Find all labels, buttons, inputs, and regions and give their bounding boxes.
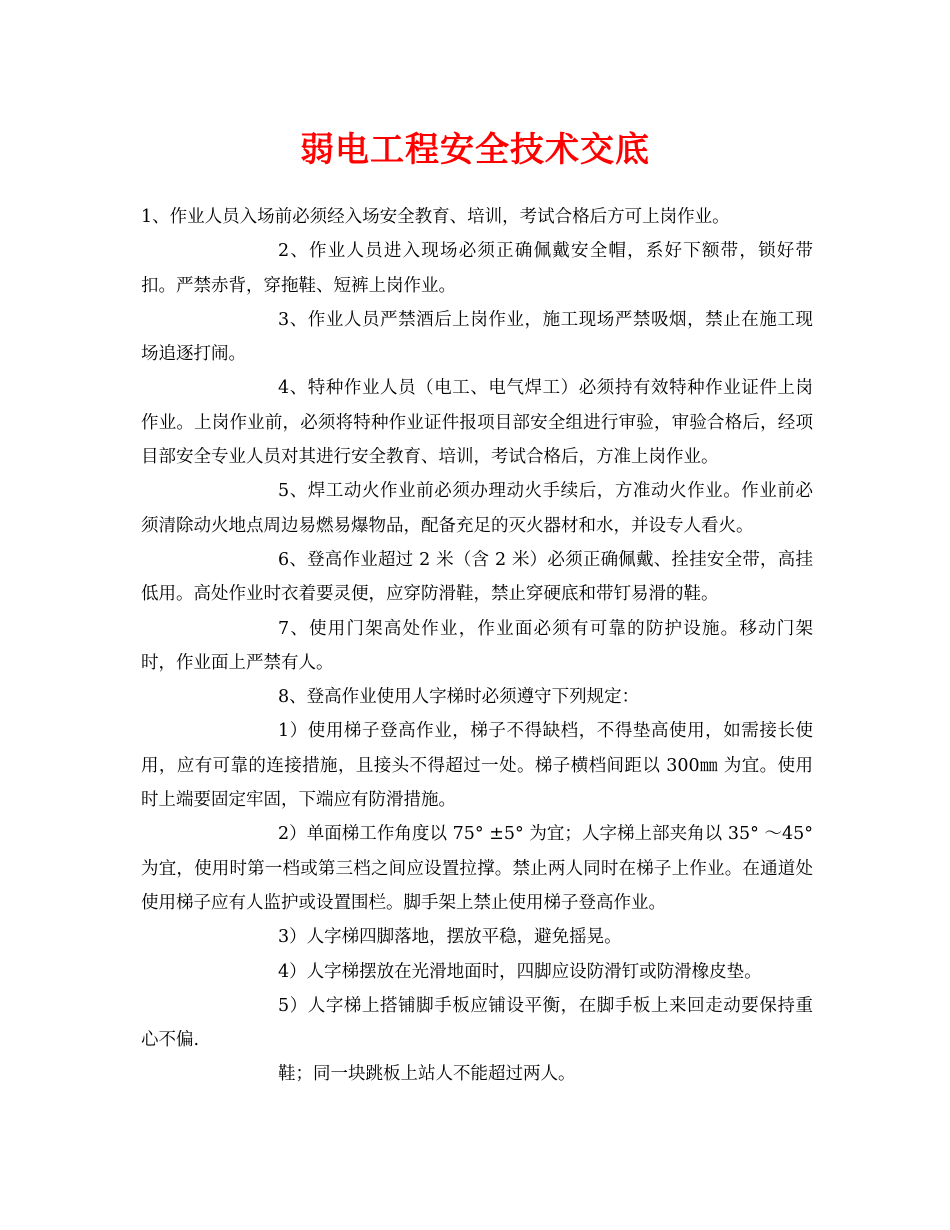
paragraph-2: 2、作业人员进入现场必须正确佩戴安全帽，系好下额带，锁好带扣。严禁赤背，穿拖鞋、短裤上岗作业。 (141, 241, 813, 296)
sub-item-2: 2）单面梯工作角度以 75° ±5° 为宜；人字梯上部夹角以 35° ～45° 为宜，使用时第一档或第三档之间应设置拉撑。禁止两人同时在梯子上作业。在通道处使用梯子应有人监护或设置围栏。脚手架上禁止使用梯子登高作业。 (141, 824, 813, 913)
trailing-paragraph: 鞋；同一块跳板上站人不能超过两人。 (278, 1064, 576, 1085)
sub-item-5: 5）人字梯上搭铺脚手板应铺设平衡，在脚手板上来回走动要保持重心不偏. (141, 995, 813, 1051)
paragraph-8: 8、登高作业使用人字梯时必须遵守下列规定： (278, 687, 640, 708)
paragraph-3: 3、作业人员严禁酒后上岗作业，施工现场严禁吸烟，禁止在施工现场追逐打闹。 (141, 309, 813, 365)
paragraph-4: 4、特种作业人员（电工、电气焊工）必须持有效特种作业证件上岗作业。上岗作业前，必须将特种作业证件报项目部安全组进行审验，审验合格后，经项目部安全专业人员对其进行安全教育、培训，考试合格后，方准上岗作业。 (141, 378, 813, 468)
sub-item-3: 3）人字梯四脚落地，摆放平稳，避免摇晃。 (278, 927, 622, 948)
document-title: 弱电工程安全技术交底 (300, 130, 650, 170)
paragraph-5: 5、焊工动火作业前必须办理动火手续后，方准动火作业。作业前必须清除动火地点周边易燃易爆物品，配备充足的灭火器材和水，并设专人看火。 (141, 481, 813, 536)
sub-item-1: 1）使用梯子登高作业，梯子不得缺档，不得垫高使用，如需接长使用，应有可靠的连接措施，且接头不得超过一处。梯子横档间距以 300㎜ 为宜。使用时上端要固定牢固，下端应有防滑措施。 (141, 721, 813, 811)
sub-item-4: 4）人字梯摆放在光滑地面时，四脚应设防滑钉或防滑橡皮垫。 (278, 961, 762, 982)
document-body (141, 200, 813, 1092)
paragraph-6: 6、登高作业超过 2 米（含 2 米）必须正确佩戴、拴挂安全带，高挂低用。高处作业时衣着要灵便，应穿防滑鞋，禁止穿硬底和带钉易滑的鞋。 (141, 549, 813, 605)
paragraph-7: 7、使用门架高处作业，作业面必须有可靠的防护设施。移动门架时，作业面上严禁有人。 (141, 618, 813, 673)
paragraph-1: 1、作业人员入场前必须经入场安全教育、培训，考试合格后方可上岗作业。 (141, 207, 730, 227)
